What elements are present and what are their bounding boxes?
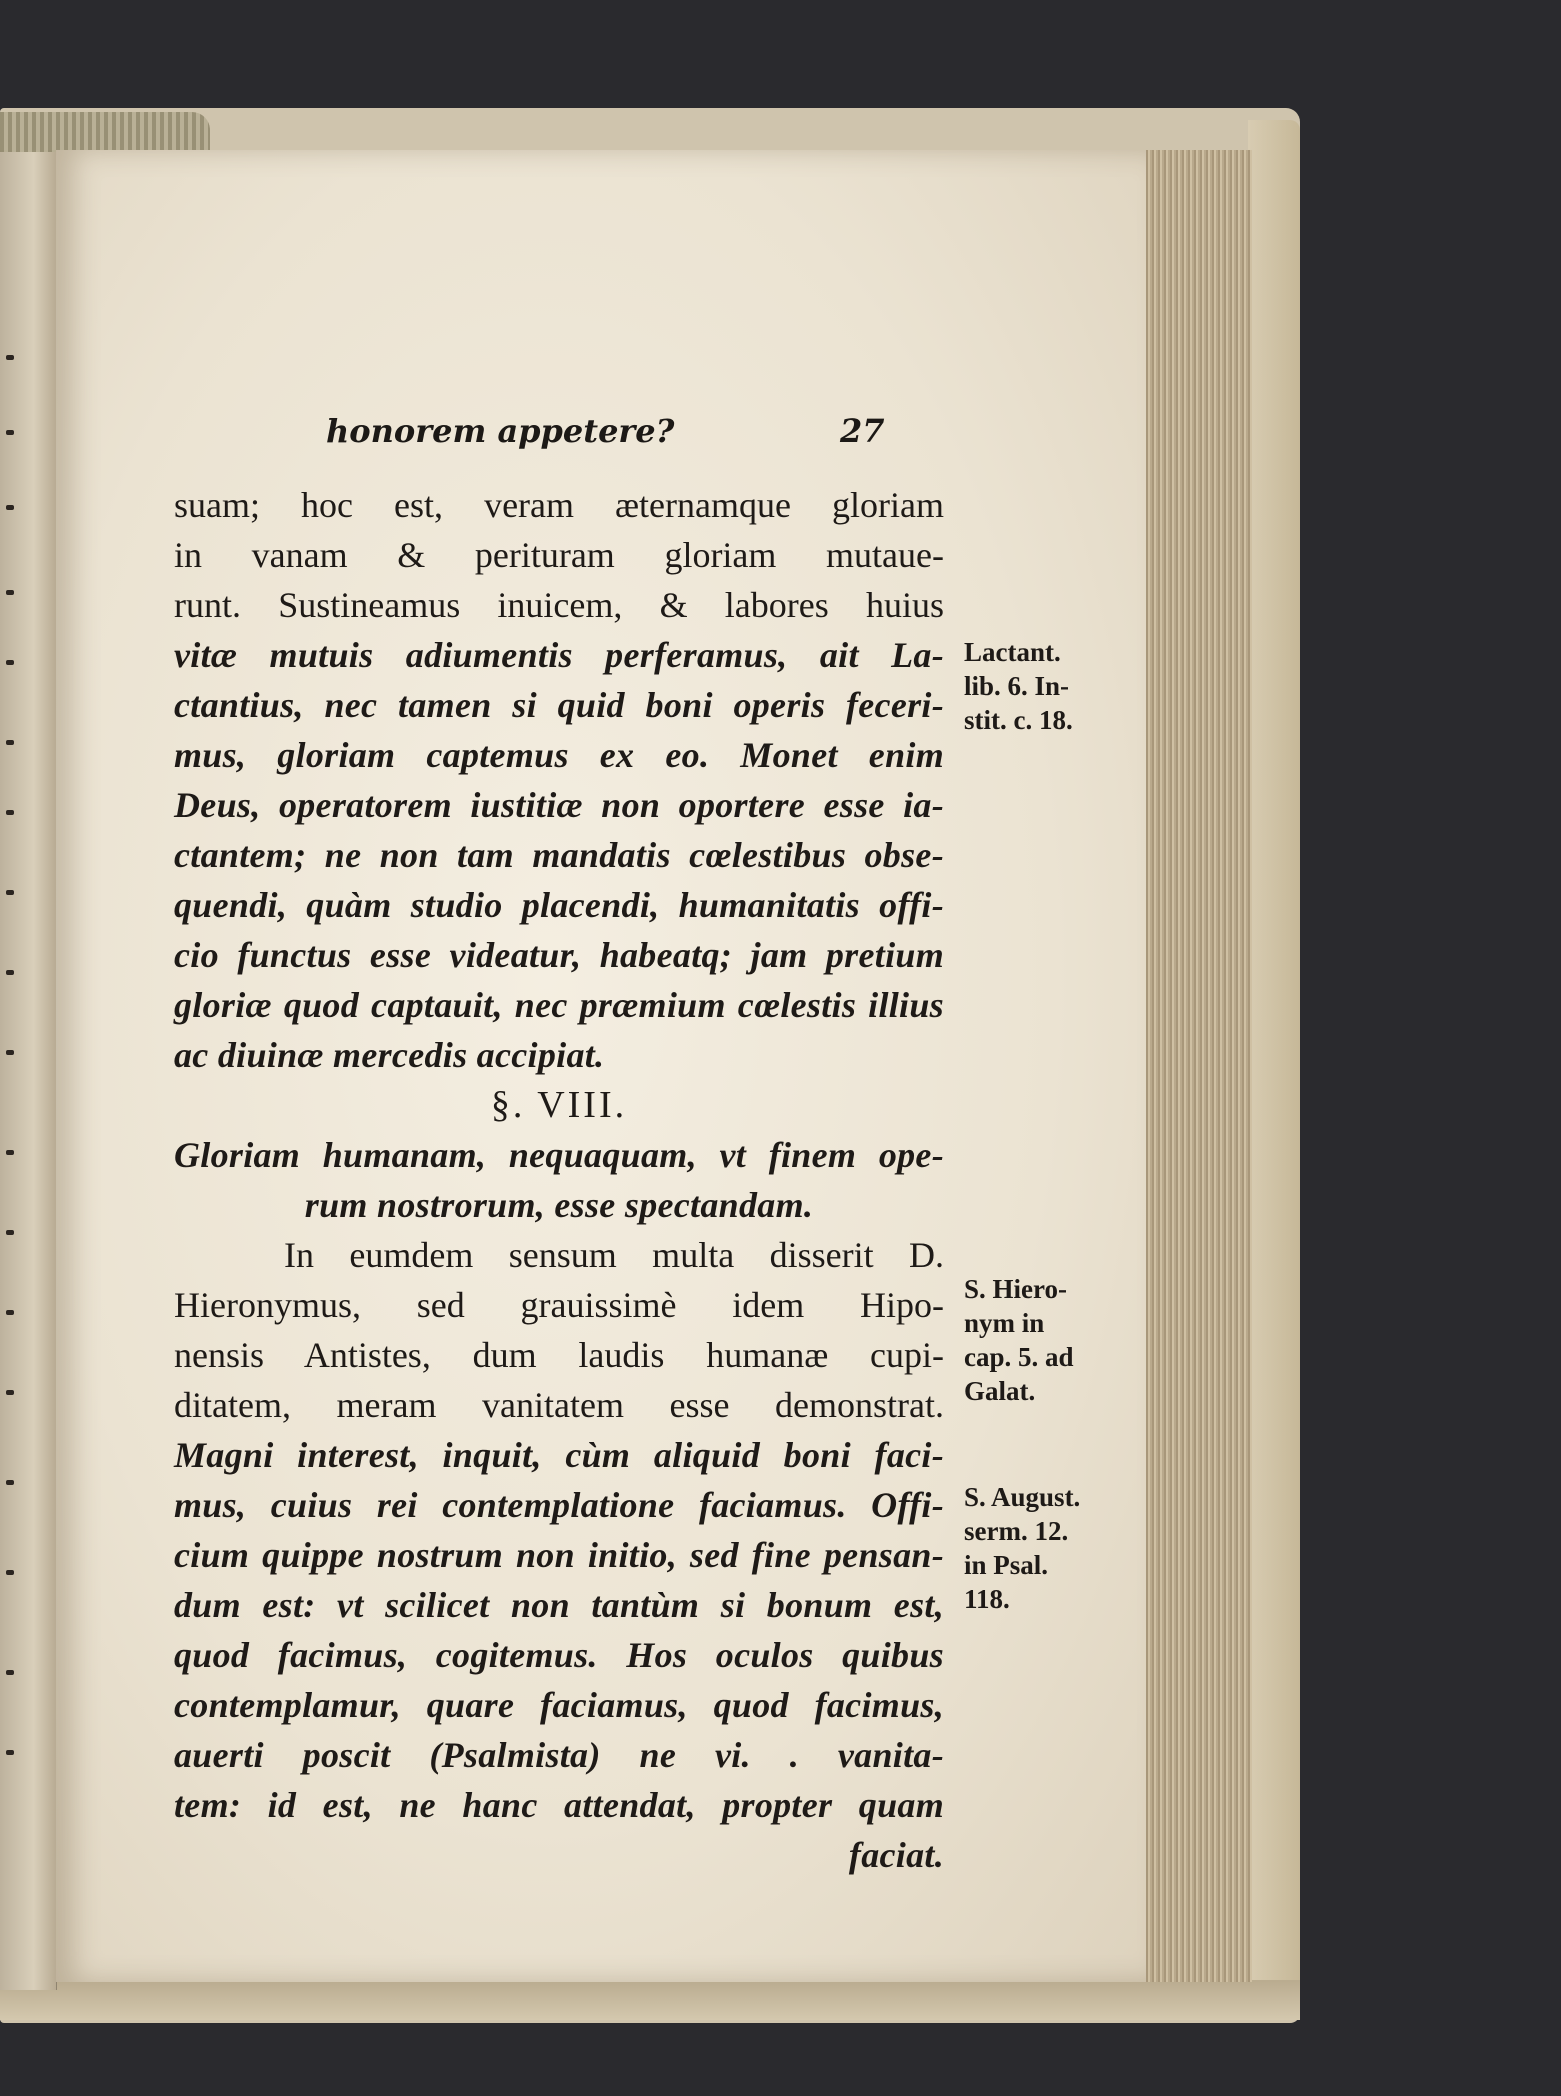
margin-note-line: in Psal. — [964, 1550, 1049, 1580]
text-line: Magni interest, inquit, cùm aliquid boni faci- — [174, 1435, 944, 1475]
margin-note-augustine — [964, 1480, 1114, 1616]
text-line: quendi, quàm studio placendi, humanitatis offi- — [174, 885, 944, 925]
text-line: tem: id est, ne hanc attendat, propter quam — [174, 1785, 944, 1825]
margin-note-lactantius — [964, 635, 1114, 737]
text-line: Gloriam humanam, nequaquam, vt finem ope- — [174, 1135, 944, 1175]
margin-note-line: Galat. — [964, 1376, 1036, 1406]
text-line: mus, cuius rei contemplatione faciamus. Offi- — [174, 1485, 944, 1525]
page-stack-fore-edge — [1138, 150, 1252, 1982]
margin-note-line: S. Hiero- — [964, 1274, 1067, 1304]
text-line: in vanam & perituram gloriam mutaue- — [174, 535, 944, 575]
previous-page-edge — [0, 150, 57, 1990]
text-line: ditatem, meram vanitatem esse demonstrat. — [174, 1385, 944, 1425]
text-line: ctantius, nec tamen si quid boni operis feceri- — [174, 685, 944, 725]
margin-note-line: 118. — [964, 1584, 1010, 1614]
text-line: gloriæ quod captauit, nec præmium cœlestis illius — [174, 985, 944, 1025]
margin-note-line: cap. 5. ad — [964, 1342, 1074, 1372]
margin-note-line: S. August. — [964, 1482, 1081, 1512]
main-text-block — [174, 480, 944, 1880]
page-number: 27 — [840, 412, 885, 450]
text-line: vitæ mutuis adiumentis perferamus, ait La- — [174, 635, 944, 675]
text-line: In eumdem sensum multa disserit D. — [284, 1235, 944, 1275]
text-line: ac diuinæ mercedis accipiat. — [174, 1035, 605, 1075]
running-title: honorem appetere? — [326, 412, 675, 450]
margin-note-line: stit. c. 18. — [964, 705, 1073, 735]
text-line: cio functus esse videatur, habeatq; jam pretium — [174, 935, 944, 975]
text-line: dum est: vt scilicet non tantùm si bonum est, — [174, 1585, 944, 1625]
text-line: suam; hoc est, veram æternamque gloriam — [174, 485, 944, 525]
margin-note-line: lib. 6. In- — [964, 671, 1070, 701]
previous-page-text-marks — [6, 150, 22, 1990]
section-heading: §. VIII. — [490, 1084, 628, 1126]
text-line: rum nostrorum, esse spectandam. — [304, 1185, 814, 1225]
text-line: contemplamur, quare faciamus, quod facimus, — [174, 1685, 944, 1725]
text-line: Hieronymus, sed grauissimè idem Hipo- — [174, 1285, 944, 1325]
text-line: quod facimus, cogitemus. Hos oculos quibus — [174, 1635, 944, 1675]
margin-note-line: Lactant. — [964, 637, 1061, 667]
text-line: mus, gloriam captemus ex eo. Monet enim — [174, 735, 944, 775]
text-line: auerti poscit (Psalmista) ne vi. . vanita- — [174, 1735, 944, 1775]
headband — [0, 112, 210, 152]
text-line: Deus, operatorem iustitiæ non oportere esse ia- — [174, 785, 944, 825]
running-head — [56, 412, 1146, 452]
text-line: cium quippe nostrum non initio, sed fine pensan- — [174, 1535, 944, 1575]
margin-note-hieronymus — [964, 1272, 1114, 1408]
margin-note-line: nym in — [964, 1308, 1045, 1338]
margin-note-line: serm. 12. — [964, 1516, 1069, 1546]
text-line: ctantem; ne non tam mandatis cœlestibus obse- — [174, 835, 944, 875]
book-board-edge — [1248, 120, 1300, 2020]
text-line: runt. Sustineamus inuicem, & labores huius — [174, 585, 944, 625]
catchword: faciat. — [848, 1835, 944, 1875]
text-line: nensis Antistes, dum laudis humanæ cupi- — [174, 1335, 944, 1375]
book-bottom-board — [0, 1980, 1300, 2020]
book-page — [56, 150, 1146, 1982]
